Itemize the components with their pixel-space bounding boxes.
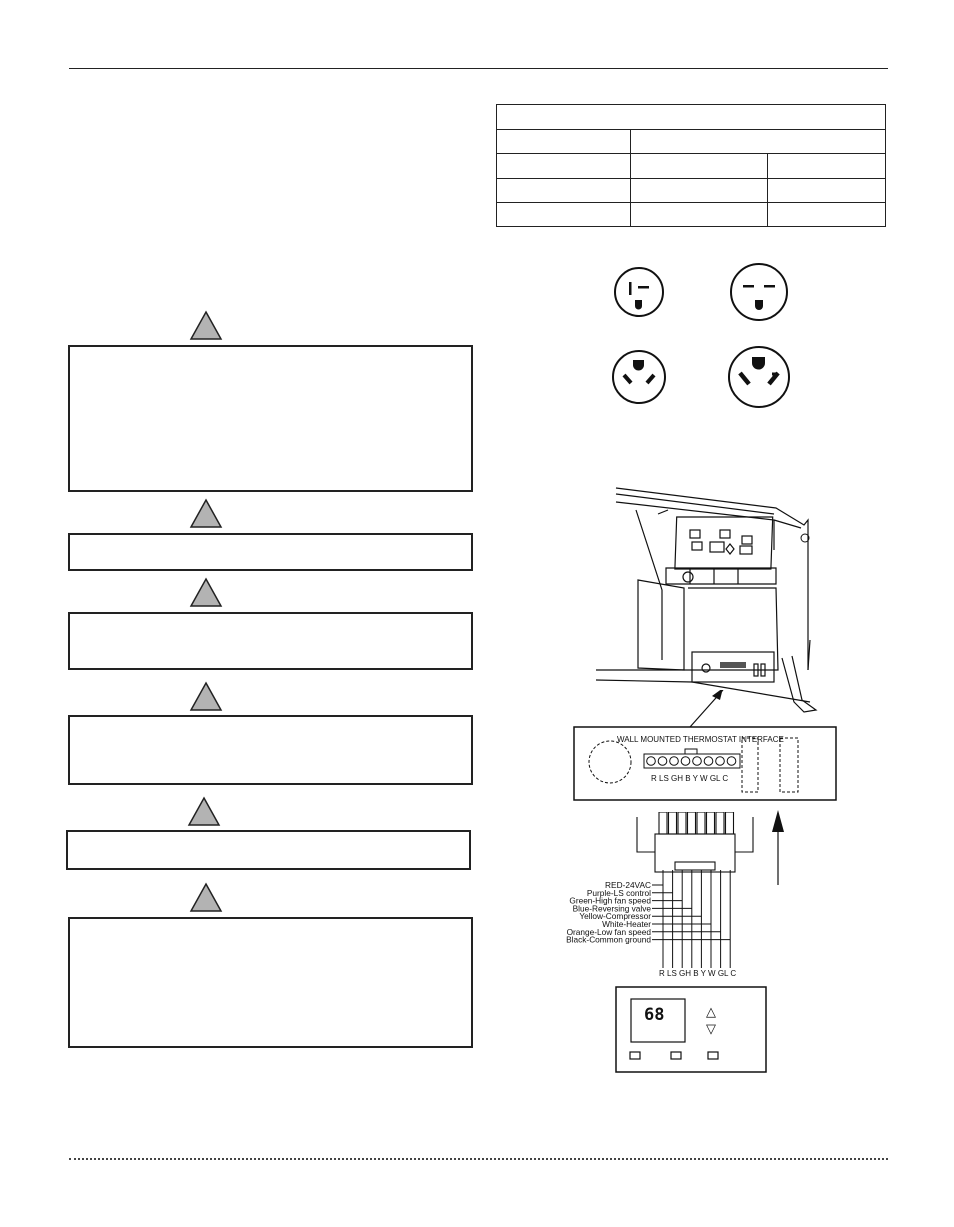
wire-label: Orange-Low fan speed <box>566 926 651 937</box>
table-cell <box>631 130 886 154</box>
plug-rib <box>669 812 677 834</box>
table-cell <box>768 154 886 178</box>
receptacle-50a-icon <box>729 347 789 407</box>
receptacle-30a-icon <box>613 351 665 403</box>
plug-rib <box>707 812 715 834</box>
thermostat-interface-diagram <box>560 690 850 815</box>
wall-thermostat <box>614 985 770 1075</box>
table-cell <box>768 178 886 202</box>
thermostat-temperature: 68 <box>644 1005 665 1025</box>
warning-triangle-icon <box>187 796 221 827</box>
table-cell <box>497 154 631 178</box>
warning-box-2 <box>68 533 473 571</box>
warning-triangle-icon <box>189 681 223 712</box>
wire-label: Green-High fan speed <box>569 895 651 906</box>
wire-label: Blue-Reversing valve <box>572 903 651 914</box>
table-cell <box>631 154 768 178</box>
table-cell <box>768 202 886 226</box>
table-cell <box>631 202 768 226</box>
receptacle-15a-icon <box>615 268 663 316</box>
warning-box-3 <box>68 612 473 670</box>
table-cell <box>497 178 631 202</box>
thermostat-up-icon[interactable]: △ <box>706 1004 716 1019</box>
wire-label: White-Heater <box>602 919 651 929</box>
plug-rib <box>659 812 667 834</box>
wire-terminal-labels: R LS GH B Y W GL C <box>659 969 737 978</box>
plug-rib <box>716 812 724 834</box>
table-cell <box>497 202 631 226</box>
plug-rib <box>697 812 705 834</box>
unit-illustration <box>596 480 836 725</box>
power-table <box>496 104 886 227</box>
warning-triangle-icon <box>189 310 223 341</box>
interface-terminal-labels: R LS GH B Y W GL C <box>651 774 729 783</box>
wire-label: RED-24VAC <box>605 880 651 890</box>
interface-title: WALL MOUNTED THERMOSTAT INTERFACE <box>617 735 784 744</box>
wire-label: Purple-LS control <box>586 887 651 898</box>
table-cell <box>497 130 631 154</box>
warning-box-6 <box>68 917 473 1048</box>
warning-triangle-icon <box>189 577 223 608</box>
plug-rib <box>688 812 696 834</box>
warning-box-5 <box>66 830 471 870</box>
warning-box-1 <box>68 345 473 492</box>
receptacle-20a-icon <box>731 264 787 320</box>
warning-triangle-icon <box>189 498 223 529</box>
plug-rib <box>726 812 734 834</box>
receptacle-diagram <box>600 250 820 410</box>
wiring-diagram <box>555 812 795 982</box>
wire-label: Yellow-Compressor <box>579 911 651 922</box>
footer-rule <box>69 1158 888 1160</box>
table-cell <box>631 178 768 202</box>
plug-rib <box>678 812 686 834</box>
warning-triangle-icon <box>189 882 223 913</box>
header-rule <box>69 68 888 69</box>
wire-label: Black-Common ground <box>566 934 651 945</box>
table-cell <box>497 105 886 130</box>
thermostat-down-icon[interactable]: ▽ <box>706 1021 716 1036</box>
warning-box-4 <box>68 715 473 785</box>
